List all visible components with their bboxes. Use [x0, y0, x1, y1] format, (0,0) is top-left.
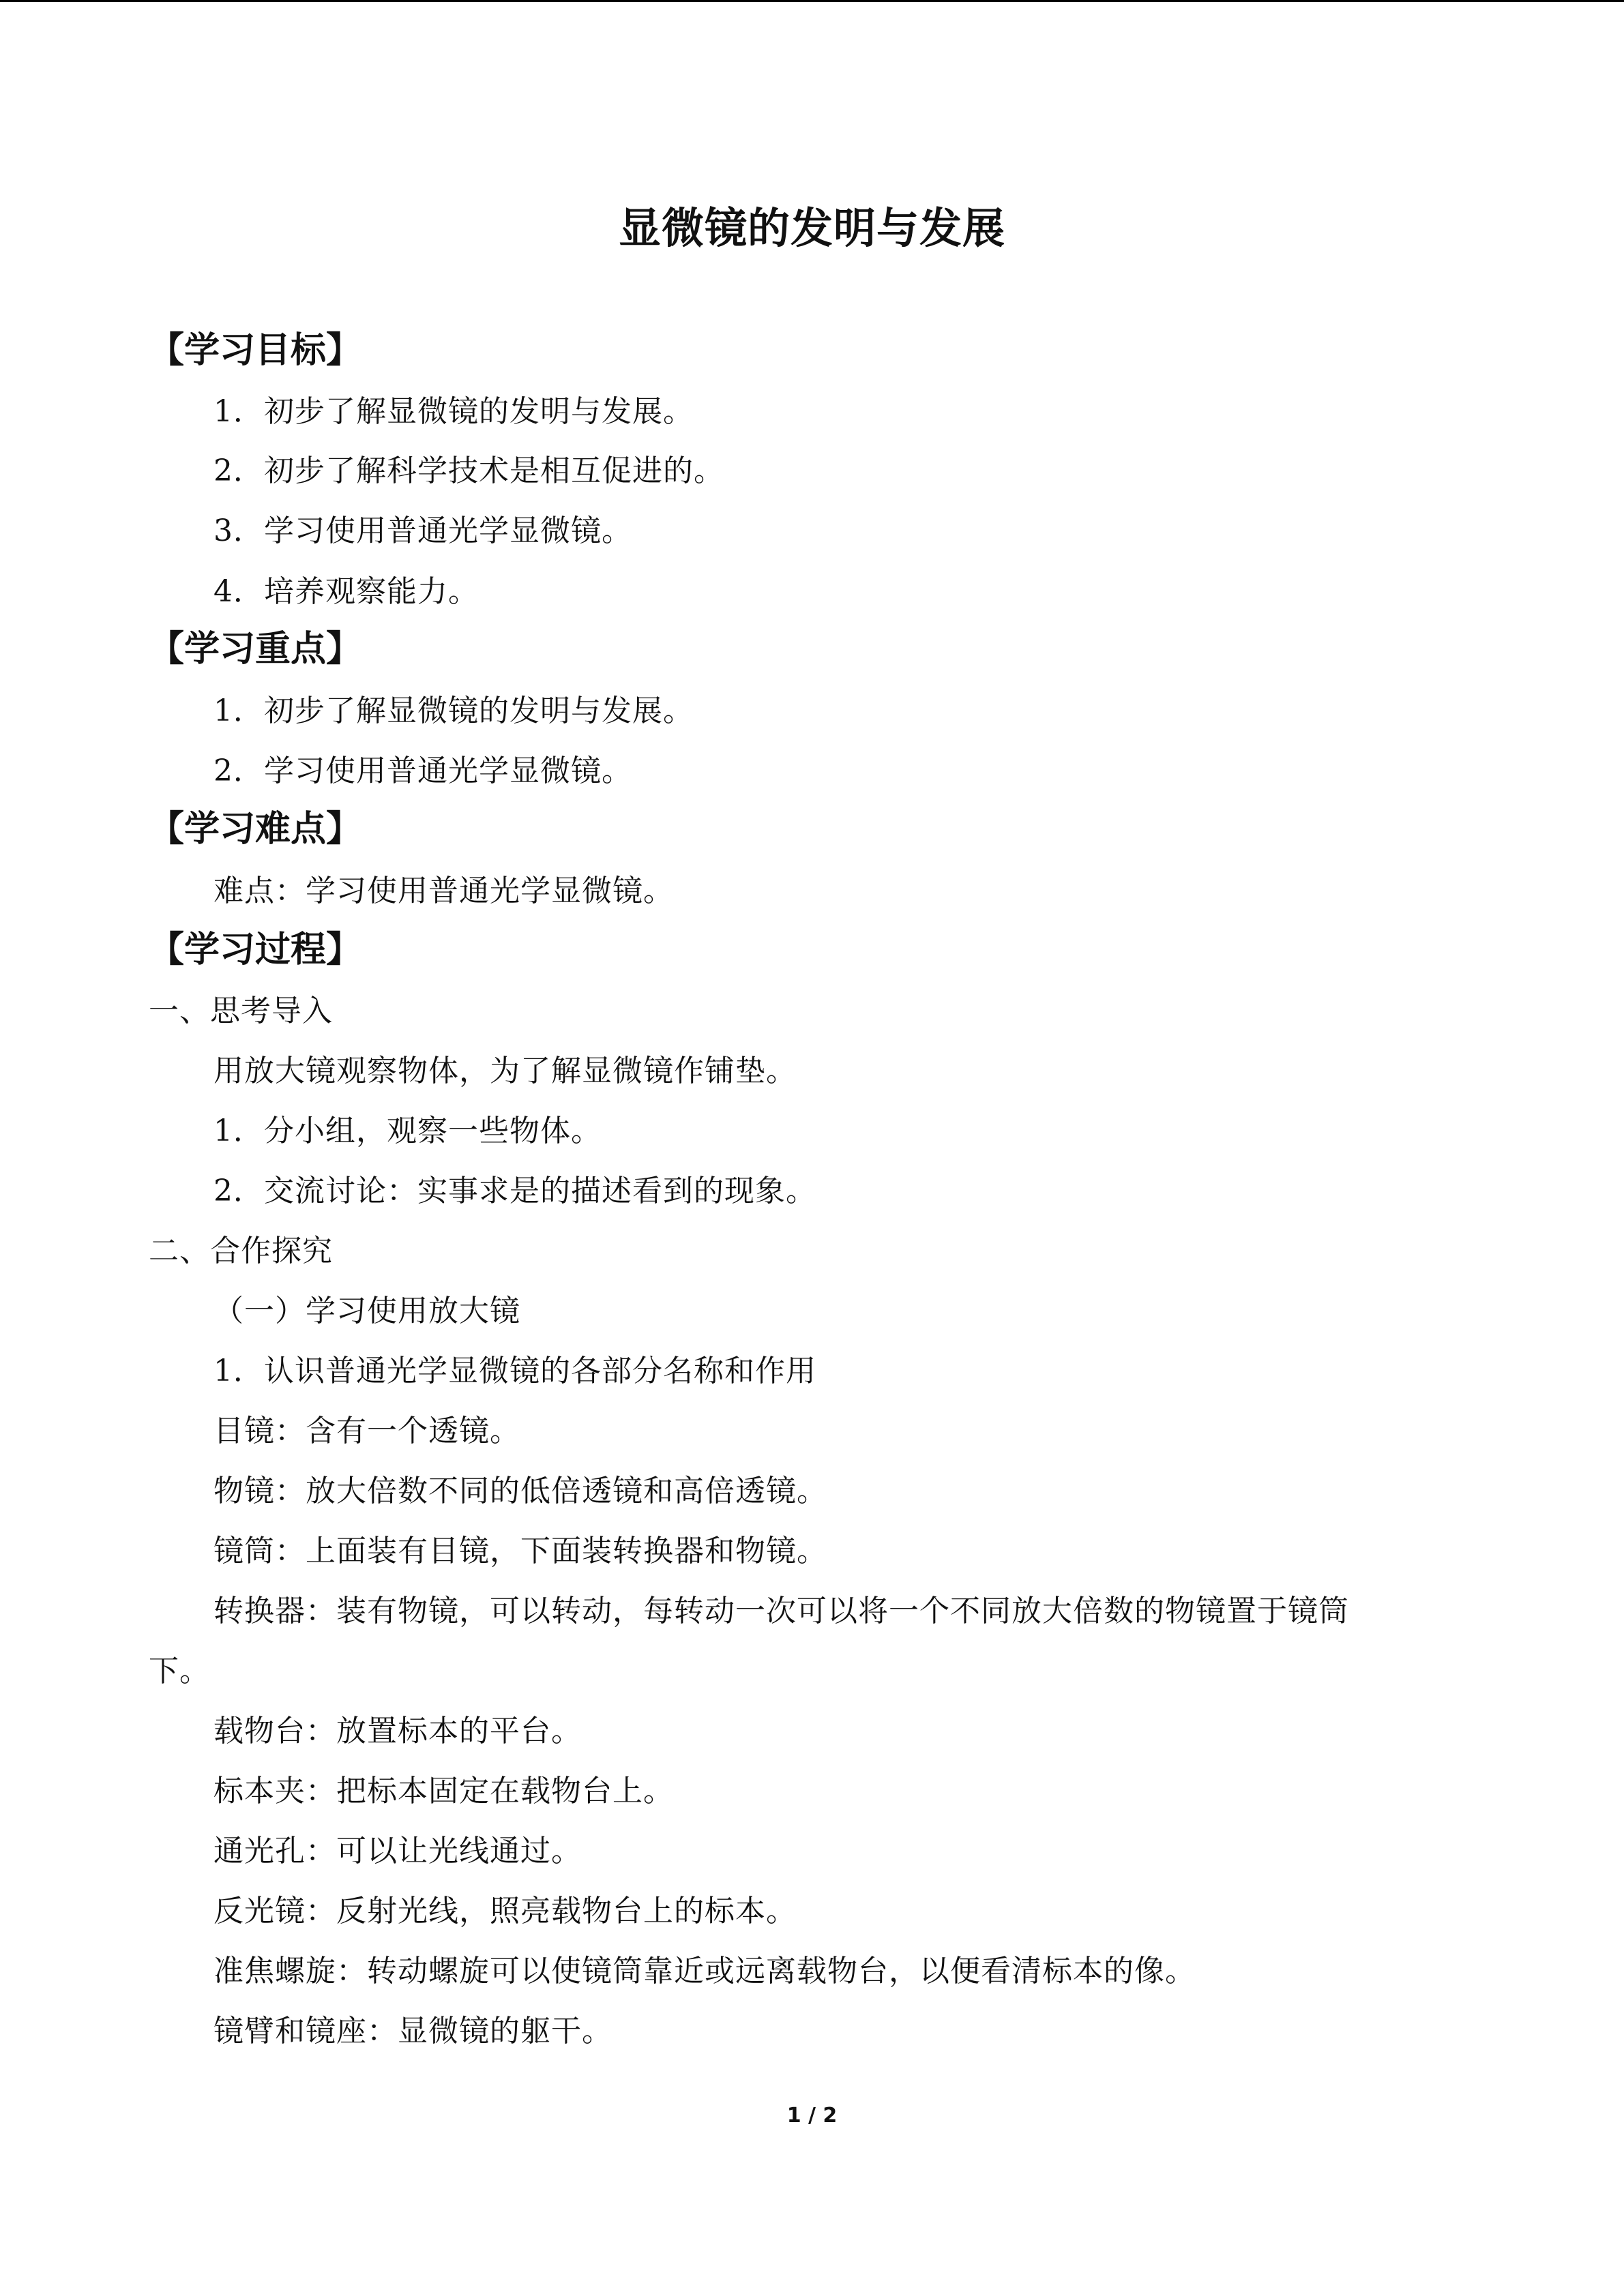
- part-tube: 镜筒：上面装有目镜，下面装转换器和物镜。: [213, 1534, 827, 1568]
- part-nosepiece: 转换器：装有物镜，可以转动，每转动一次可以将一个不同放大倍数的物镜置于镜筒: [213, 1594, 1349, 1628]
- difficulty-item-1: 难点：学习使用普通光学显微镜。: [213, 874, 674, 908]
- process-part2-subtitle: （一）学习使用放大镜: [213, 1294, 520, 1328]
- objective-item-3: 3．学习使用普通光学显微镜。: [213, 513, 632, 548]
- page-number: 1 / 2: [786, 2104, 838, 2128]
- heading-key-points: 【学习重点】: [149, 629, 362, 670]
- page-top-border: [0, 0, 1624, 2]
- key-point-item-2: 2．学习使用普通光学显微镜。: [213, 754, 632, 788]
- part-objective-lens: 物镜：放大倍数不同的低倍透镜和高倍透镜。: [213, 1474, 827, 1508]
- part-arm-and-base: 镜臂和镜座：显微镜的躯干。: [213, 2014, 612, 2048]
- process-part2-item-1: 1．认识普通光学显微镜的各部分名称和作用: [213, 1354, 816, 1388]
- key-point-item-1: 1．初步了解显微镜的发明与发展。: [213, 694, 694, 728]
- part-focus-knob: 准焦螺旋：转动螺旋可以使镜筒靠近或远离载物台，以便看清标本的像。: [213, 1954, 1196, 1988]
- part-mirror: 反光镜：反射光线，照亮载物台上的标本。: [213, 1894, 797, 1928]
- process-part1-item-1: 用放大镜观察物体，为了解显微镜作铺垫。: [213, 1054, 797, 1088]
- objective-item-4: 4．培养观察能力。: [213, 574, 479, 609]
- process-part1-title: 一、思考导入: [149, 994, 333, 1028]
- part-eyepiece: 目镜：含有一个透镜。: [213, 1414, 520, 1448]
- process-part1-item-3: 2．交流讨论：实事求是的描述看到的现象。: [213, 1174, 816, 1208]
- part-stage: 载物台：放置标本的平台。: [213, 1714, 582, 1748]
- part-aperture: 通光孔：可以让光线通过。: [213, 1834, 582, 1868]
- heading-difficulties: 【学习难点】: [149, 809, 362, 850]
- process-part1-item-2: 1．分小组，观察一些物体。: [213, 1114, 602, 1148]
- process-part2-title: 二、合作探究: [149, 1234, 333, 1268]
- page-title: 显微镜的发明与发展: [618, 203, 1005, 253]
- part-nosepiece-continued: 下。: [149, 1654, 210, 1688]
- objective-item-1: 1．初步了解显微镜的发明与发展。: [213, 394, 694, 429]
- heading-process: 【学习过程】: [149, 929, 362, 970]
- heading-objectives: 【学习目标】: [149, 330, 362, 371]
- objective-item-2: 2．初步了解科学技术是相互促进的。: [213, 453, 724, 488]
- part-stage-clip: 标本夹：把标本固定在载物台上。: [213, 1774, 674, 1808]
